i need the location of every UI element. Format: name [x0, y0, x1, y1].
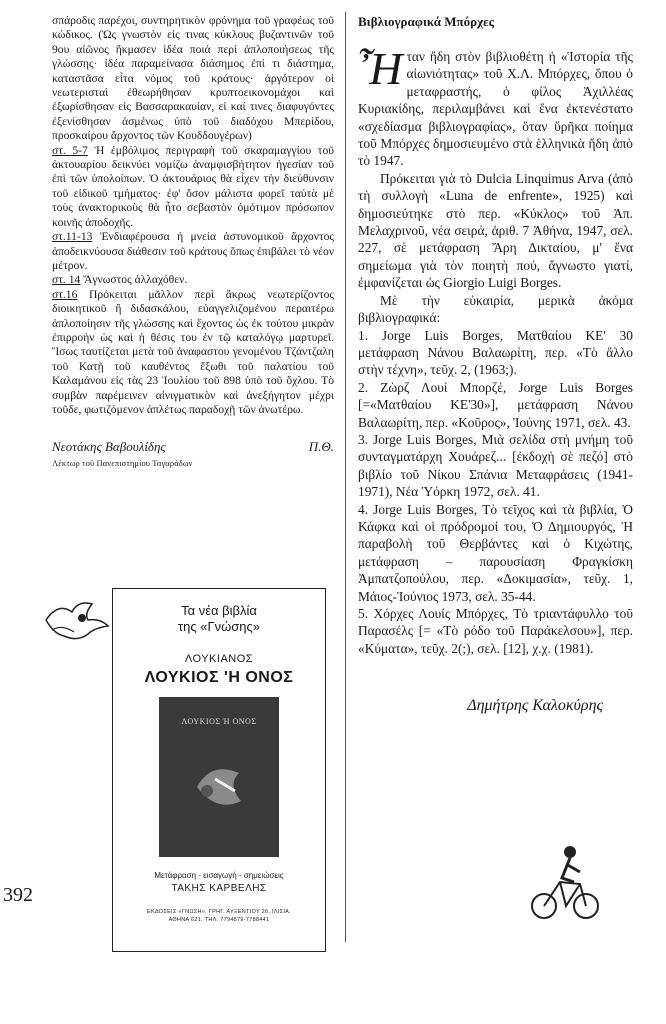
credit-line: Μετάφραση - εισαγωγή - σημειώσεις	[154, 871, 284, 880]
bibliography-item: 4. Jorge Luis Borges, Τὸ τεῖχος καὶ τὰ βιβλία, Ὁ Κάφκα καὶ οἱ πρόδρομοί του, Ὁ Δημιουργός, Ἡ παραβολὴ τοῦ Θερβάντες καὶ ὁ Κιχώτης, μετάφραση – παρουσίαση Φραγκίσκη Ἀμπατζοπούλου, περ. «Δοκιμασία», τεῦχ. 1, Μάιος-Ἰούνιος 1973, σελ. 35-44.	[358, 501, 633, 604]
commentary-paragraph	[52, 230, 334, 273]
left-column	[52, 14, 334, 468]
author-name: Νεοτάκης Βαβουλίδης	[52, 439, 166, 455]
commentary-body: Ἐνδιαφέρουσα ἡ μνεία ἀστυνομικοῦ ἄρχοντος ἀποδεικνύουσα διάθεσιν τοῦ κράτους ὅπως ἐπιβάλει τὸ νέον μέτρον.	[52, 230, 334, 272]
article-body: ταν ἤδη στὸν βιβλιοθέτη ἡ «Ἱστορία τῆς αἰωνιότητας» τοῦ Χ.Λ. Μπόρχες, ὅπου ὁ μεταφραστής, ὁ φίλος Ἀχιλλέας Κυριακίδης, περιλαμβάνει καὶ ἕνα ἐκτενέστατο «σχεδίασμα βιβλιογραφίας», ὅταν ὕρῆκα ποίημα τοῦ Μπόρχες δημοσιευμένο στὰ ἑλληνικὰ ἤδη ἀπὸ τὸ 1947.	[358, 49, 633, 169]
cover-title: ΛΟΥΚΙΟΣ Ή ΟΝΟΣ	[181, 717, 257, 726]
cover-art	[187, 757, 251, 817]
line-ref: στ.11-13	[52, 230, 93, 244]
ad-heading	[113, 603, 325, 635]
page-number: 392	[3, 884, 33, 906]
publisher-line: ΑΘΗΝΑ 621, ΤΗΛ. 7794879-7788441	[168, 917, 270, 923]
commentary-body: Ἄγνωστος ἀλλαχόθεν.	[80, 273, 188, 287]
column-divider	[345, 12, 346, 942]
article-signature: Δημήτρης Καλοκύρης	[467, 697, 603, 715]
ad-heading-line: της «Γνώσης»	[177, 619, 261, 634]
commentary-paragraph	[52, 144, 334, 230]
line-ref: στ. 5-7	[52, 143, 88, 157]
bibliography-item: 1. Jorge Luis Borges, Ματθαίου ΚΕ' 30 μετάφραση Νάνου Βαλαωρίτη, περ. «Τὸ ἄλλο στὴν τέχνη», τεῦχ. 2, (1963;).	[358, 327, 633, 378]
book-author: ΛΟΥΚΙΑΝΟΣ	[184, 653, 254, 665]
drop-cap: Ἦ	[358, 43, 403, 94]
author-affiliation: Λέκτωρ τοῦ Πανεπιστημίου Ταγαράδων	[52, 458, 193, 469]
publisher-line: ΕΚΔΟΣΕΙΣ «ΓΝΩΣΗ», ΓΡΗΓ. ΑΥΞΕΝΤΙΟΥ 26, ΙΛΙΣΙΑ,	[147, 909, 291, 915]
article-title: Βιβλιογραφικά Μπόρχες	[358, 14, 495, 29]
commentary-body: Πρόκειται μᾶλλον περὶ ἄκρως νεωτερίζοντος διοικητικοῦ ἢ διδασκάλου, εὐαγγελιζομένου περαιτέρω ἀπλοποίησιν τῆς γλώσσης καὶ ἔχοντος ὡς ἐκ τούτου μικρὰν ἐπιρροὴν ὡς καὶ ἡ θέσις του ἐν τῷ καταλόγῳ μαρτυρεῖ. Ἴσως ταυτίζεται μετὰ τοῦ ἀναφαστου γενομένου Τζάντζαλη τοῦ Κατῇ τοῦ καυθέντος ἔξωθι τοῦ παλατίου τοῦ Καλαμάνου εἰς τὰς 23 Ἰουλίου τοῦ 898 ὑπὸ τοῦ ὄχλου. Τὸ συμβὰν παρέμεινεν αἰνιγματικὸν καὶ ἀνεξήγητον μέχρι τοῦδε, φωτιζόμενον ἀπλέτως παραδοχῇ τῶν ἀνωτέρω.	[52, 287, 334, 416]
commentary-text	[52, 14, 334, 417]
translator-name: ΤΑΚΗΣ ΚΑΡΒΕΛΗΣ	[171, 883, 267, 894]
ad-heading-line: Τα νέα βιβλία	[181, 603, 257, 618]
book-advertisement	[112, 588, 326, 952]
line-ref: στ.16	[52, 287, 78, 301]
bibliography-item: 3. Jorge Luis Borges, Μιὰ σελίδα στὴ μνήμη τοῦ συνταγματάρχη Χουάρεζ... [ἐκδοχὴ σὲ πεζό] στὸ βιβλίο τοῦ Νίκου Σπάνια Μεταφράσεις (1941-1971), Νέα Ὑόρκη 1972, σελ. 41.	[358, 431, 633, 500]
publisher-info	[113, 908, 325, 924]
article-paragraph: Μὲ τὴν εὐκαιρία, μερικὰ ἀκόμα βιβλιογραφικά:	[358, 292, 633, 326]
angel-illustration	[38, 590, 118, 650]
left-signature	[52, 439, 334, 455]
article-text	[358, 43, 633, 657]
book-title: ΛΟΥΚΙΟΣ 'Η ΟΝΟΣ	[144, 669, 294, 686]
commentary-paragraph: σπάροδις παρέχοι, συντηρητικὸν φρόνημα τοῦ γραφέως τοῦ κώδικος. (Ὡς γνωστὸν εἰς τινας κύκλους βυζαντινῶν τοῦ 9ου αἰῶνος ἤκμασεν ἰδέα ποιά περὶ ἀπλοποιήσεως τῆς γλώσσης· ἰδέα παραμείνασα διάσημος ἐπί τι διάστημα, καταστᾶσα εἶτα νόμος τοῦ κράτους· ἀργότερον οἱ νεωτερισταὶ ἐθεωρήθησαν κρυπτοεικονομάχοι καὶ ἐξωρίσθησαν εἰς Βασσαρακαυίαν, εἰ καί τινες διαφυγόντες ἐξενίσθησαν ἀσμένως ὑπὸ τοῦ διαδόχου Μπερίδου, προσκαίρου ἄρχοντος τῶν Κουδδουγέρων)	[52, 14, 334, 143]
article-paragraph: Πρόκειται γιὰ τὸ Dulcia Linquimus Arva (ἀπὸ τὴ συλλογὴ «Luna de enfrente», 1925) καὶ δημοσιεύτηκε στὸ περ. «Κύκλος» τοῦ Ἀπ. Μελαχρινοῦ, νέα σειρά, ἀριθ. 7 Ἀθήνα, 1947, σελ. 227, σὲ μετάφραση Ἄρη Δικταίου, μ' ἕνα σημείωμα γιὰ τὸν ποιητὴ πού, ἄγνωστο γιατί, ἐμφανίζεται ὡς Giorgio Luigi Borges.	[358, 170, 633, 291]
bibliography-item: 5. Χόρχες Λουίς Μπόρχες, Τὸ τριαντάφυλλο τοῦ Παρασέλς [= «Τὸ ρόδο τοῦ Παράκελσου»], περ. «Κύματα», τεῦχ. 2(;), σελ. [12], χ.χ. (1981).	[358, 606, 633, 656]
right-column	[358, 14, 633, 715]
line-ref: στ. 14	[52, 273, 81, 287]
commentary-paragraph	[52, 273, 334, 287]
author-initials: Π.Θ.	[308, 439, 334, 455]
commentary-body: Ἡ ἐμβόλιμος περιγραφὴ τοῦ σκαραμαγγίου τοῦ ἀκτουαρίου δεικνύει νομίζω ἀναμφισβήτητον ἠγεσίαν τοῦ ἐπὶ τῶν ὑπολοίπων. Ὁ ἀκτουάριος θὰ εἶχεν τὴν διεύθυνσιν τοῦ εἰδικοῦ τμήματος· ἐφ' ὅσον μάλιστα φορεῖ ταὐτὰ μὲ τοὺς ἀνακτορικοὺς θὰ ἦτο σεβαστὸν ὁμότιμον πρόσωπον κοινῆς ἀποδοχῆς.	[52, 143, 334, 229]
cyclist-illustration	[530, 842, 600, 922]
commentary-paragraph	[52, 288, 334, 418]
book-cover	[159, 697, 279, 857]
article-paragraph	[358, 43, 633, 170]
bibliography-item: 2. Ζὼρζ Λουί Μπορζέ, Jorge Luis Borges [=«Ματθαίου ΚΕ'30»], μετάφραση Νάνου Βαλαωρίτη, περ. «Κοῦρος», Ἰούνης 1971, σελ. 43.	[358, 379, 633, 430]
